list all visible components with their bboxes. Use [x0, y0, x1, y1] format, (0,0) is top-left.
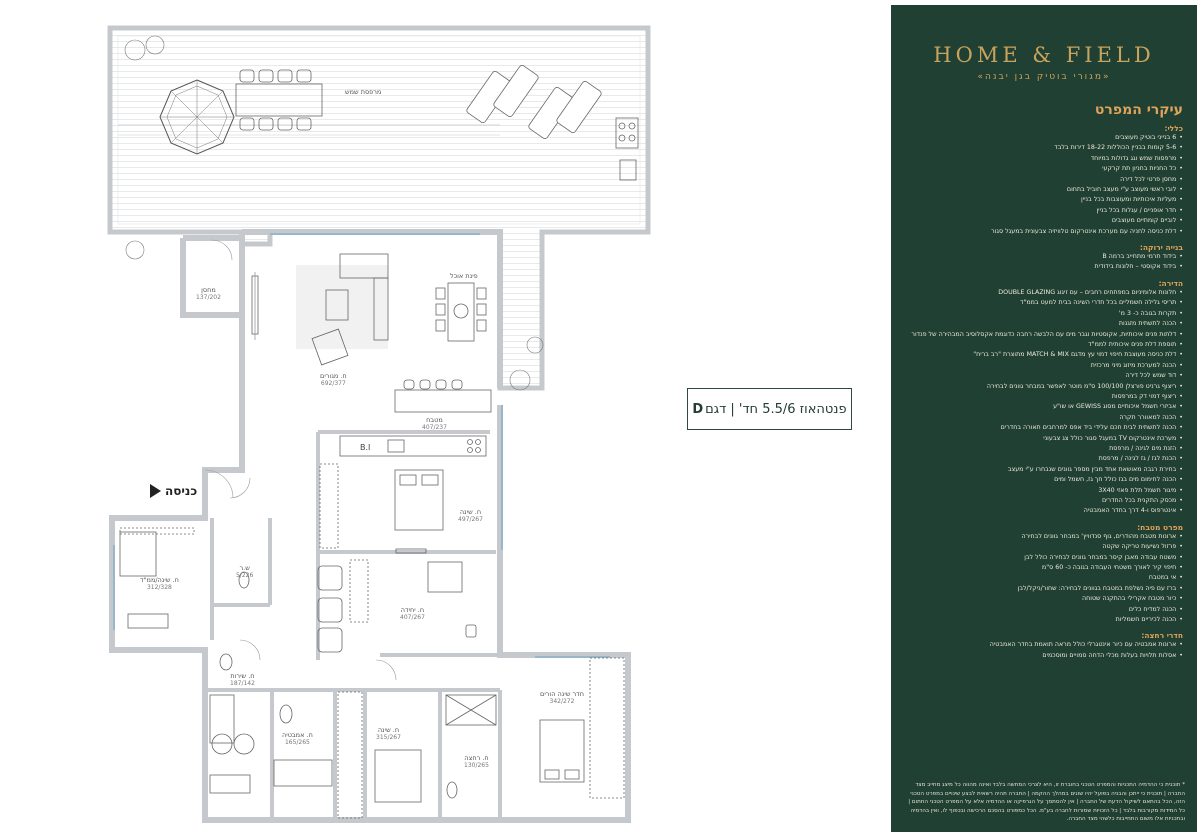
unit-model: D	[692, 401, 704, 417]
room-storage: מחסן 137/202	[196, 286, 221, 302]
spec-item: • מחסן פרטי לכל דירה	[905, 175, 1183, 185]
brand-tagline: «מגורי בוטיק בגן יבנה»	[977, 72, 1111, 82]
spec-section-title: מפרט מטבח:	[1137, 522, 1183, 532]
spec-item: • הכנה לתשתית מזגנות	[905, 319, 1183, 329]
spec-item: • הכנה למדיח כלים	[905, 605, 1183, 615]
spec-item: • הזנת מים לגינה / מרפסת	[905, 444, 1183, 454]
spec-section-title: חדרי רחצה:	[1141, 631, 1183, 641]
spec-item: • חלונות אלומיניום במפתחים רחבים – עם זיגוג DOUBLE GLAZING	[905, 288, 1183, 298]
spec-section-title: כללי:	[1164, 124, 1183, 133]
spec-item: • אינטרפוס ו-4 דרך בחדר האמבטיה	[905, 506, 1183, 516]
spec-item: • מרפסות שמש וגג גדולות במיוחד	[905, 154, 1183, 164]
spec-item: • דוד שמש לכל דירה	[905, 371, 1183, 381]
unit-title-box	[687, 388, 852, 430]
spec-item: • הכנה למערכת מיזוג מיני מרכזית	[905, 361, 1183, 371]
spec-item: • דלת כניסה לחניה עם מערכת אינטרקום טלוויזיה צבעונית במעגל סגור	[905, 227, 1183, 237]
spec-item: • ארונות מטבח מהודרים, גוף סנדוויץ' במבחר גוונים לבחירה	[905, 532, 1183, 542]
spec-item: • ריצוף גרניט פורצלן 100/100 ס"מ מוטר לאפשר במבחר גוונים לבחירה	[905, 382, 1183, 392]
spec-item: • הכנה למאוורר תקרה	[905, 413, 1183, 423]
disclaimer: * תוכנית כי ההדמיה התכניות והמפרט הטכני בחוברת זו, היא לצרכי המחשה בלבד ואינה מהווה כל מיצג מחייב מצד החברה | תוכנית כי ייתכן והבניה בפועל יהיו שונים במהלך ההקמה | החברה תהיה רשאית לבצע שינויים במפרט הטכני הזה, הכל בהתאם לשיקול הדעת של החברה | אין להסתמך על הגרפיקה או ההדמיה אלא על המפרט הטכני החתום | כל המידות מקורבות בלבד | כל הזכויות שמורות לחברה בע"מ. הכל כמפורט בהסכם הרכישה ובכפוף לו, ואין בהדמיה ובתכניות אלו משום התחייבות כלשהי מצד החברה.	[908, 782, 1185, 823]
spec-item: • 5-6 קומות בבניין הכוללות 18-22 דירות בלבד	[905, 143, 1183, 153]
room-terrace: מרפסת שמש	[345, 88, 382, 96]
spec-item: • מערכת אינטרקום TV במעגל סגור כולל צג צבעוני	[905, 434, 1183, 444]
room-shower: ח. רחצה 130/265	[464, 754, 489, 770]
spec-item: • בידוד אקוסטי – חלונות בידודית	[905, 262, 1183, 272]
spec-title: עיקרי המפרט	[1094, 102, 1183, 118]
spec-section-title: בנייה ירוקה:	[1139, 243, 1183, 253]
room-master: חדר שינה הורים 342/272	[540, 690, 584, 706]
spec-item: • ברז עם פיה נשלפת במטבח בגוונים לבחירה: שחור/ניקל/לבן	[905, 584, 1183, 594]
family-room-furniture	[318, 566, 342, 652]
unit-title-text: פנטהאוז 5.5/6 חד' | דגם	[705, 401, 847, 417]
spec-item: • ארונות אמבטיה עם כיור אינטגרלי כולל מראה תואמת בחדר האמבטיה	[905, 640, 1183, 650]
spec-item: • כיור מטבח אקרילי בהתקנה שטוחה	[905, 594, 1183, 604]
spec-item: • לובי ראשי מעוצב ע"י מעצב חוביל בתחום	[905, 185, 1183, 195]
spec-item: • דלתות פנים איכותיות, אקוסטיות וגבר מים עם הלבשה רחבה כדוגמת אקסלוסיב המבהירה של פנדור	[905, 330, 1183, 340]
room-dining: פינת אוכל	[450, 272, 478, 280]
room-kitchen: מטבח 407/237	[422, 416, 447, 432]
spec-item: • אביזרי חשמל איכותיים מסוג GEWISS או שו"ע	[905, 402, 1183, 412]
spec-list	[905, 124, 1183, 661]
room-bedroom-2: ח. שינה 315/267	[376, 726, 401, 742]
spec-item: • בחירת רגבה מאושאת אחד מבין מספר גוונים שנבחרו ע"י מעצב	[905, 465, 1183, 475]
spec-item: • לוביים קומתיים מעוצבים	[905, 216, 1183, 226]
spec-item: • אסלות תלויות בעלות מכלי הדחה סמויים ומוסכמים	[905, 651, 1183, 661]
spec-item: • תריסי גלילה חשמליים בכל חדרי השינה בבית למעט בממ"ד	[905, 298, 1183, 308]
spec-item: • משטח עבודה מאבן קיסר במבחר גוונים לבחירה כולל לבן	[905, 553, 1183, 563]
spec-item: • ריצוף דמוי דק במרפסות	[905, 392, 1183, 402]
bi-label: B.I	[360, 443, 371, 452]
brand-block	[905, 43, 1183, 82]
spec-item: • תקרות בגובה כ- 3 מ'	[905, 309, 1183, 319]
spec-item: • פרזול נשיעות טריקה שקטה	[905, 542, 1183, 552]
spec-panel	[891, 5, 1197, 832]
spec-item: • בידוד תרמי מתחייב ברמה B	[905, 252, 1183, 262]
entrance-marker	[150, 484, 197, 498]
spec-item: • מעליות איכותיות ומעוצבות בכל בניין	[905, 195, 1183, 205]
spec-item: • תוספת דלת פנים איכותית לממ"ד	[905, 340, 1183, 350]
spec-item: • הכנת לגז / גז לגינה / מרפסת	[905, 454, 1183, 464]
spec-item: • הכנה לכיריים חשמליות	[905, 615, 1183, 625]
spec-item: • הכנה לתשתית לבית חכם עלידי ביד אפס למרחבים תאורה בחדרים	[905, 423, 1183, 433]
spec-item: • אי במטבח	[905, 573, 1183, 583]
spec-item: • הכנה לחימום מים בגז כולל חך גז, חשמל ומים	[905, 475, 1183, 485]
living-furniture	[252, 254, 388, 365]
spec-section-title: הדירה:	[1158, 278, 1183, 288]
room-bedroom-1: ח. שינה 497/267	[458, 508, 483, 524]
dining-furniture	[436, 283, 486, 341]
room-wc: ש.ר 5/226	[236, 564, 254, 580]
room-mamad: ח. שינה/ממ"ד 312/328	[140, 576, 179, 592]
room-family: ח. יחידה 407/267	[400, 606, 425, 622]
spec-item: • 6 בנייני בוטיק מעוצבים	[905, 133, 1183, 143]
spec-item: • מיגור חשמל תלת פאזי 3X40	[905, 486, 1183, 496]
spec-item: • חדר אופניים / עגלות בכל בניין	[905, 206, 1183, 216]
room-living: ח. מגורים 692/377	[320, 372, 347, 388]
spec-item: • חיפוי קיר לאורך משטחי העבודה בגובה כ- 60 ס"מ	[905, 563, 1183, 573]
spec-item: • מכסק התקנית בכל החדרים	[905, 496, 1183, 506]
entrance-arrow-icon	[150, 484, 161, 498]
room-bath-1: ח. אמבטיה 165/265	[282, 731, 313, 747]
entrance-label: כניסה	[165, 484, 198, 498]
umbrella-icon	[160, 80, 234, 154]
brand-name: HOME & FIELD	[933, 43, 1155, 67]
spec-item: • כל החניות בחניון תת קרקעי	[905, 164, 1183, 174]
room-service: ח. שירות 187/142	[230, 672, 255, 688]
interior-walls	[205, 432, 500, 820]
spec-item: • דלת כניסה מעוצבת חיפוי דמוי עץ מדגם MATCH & MIX מתוצרת "רב בריח"	[905, 350, 1183, 360]
